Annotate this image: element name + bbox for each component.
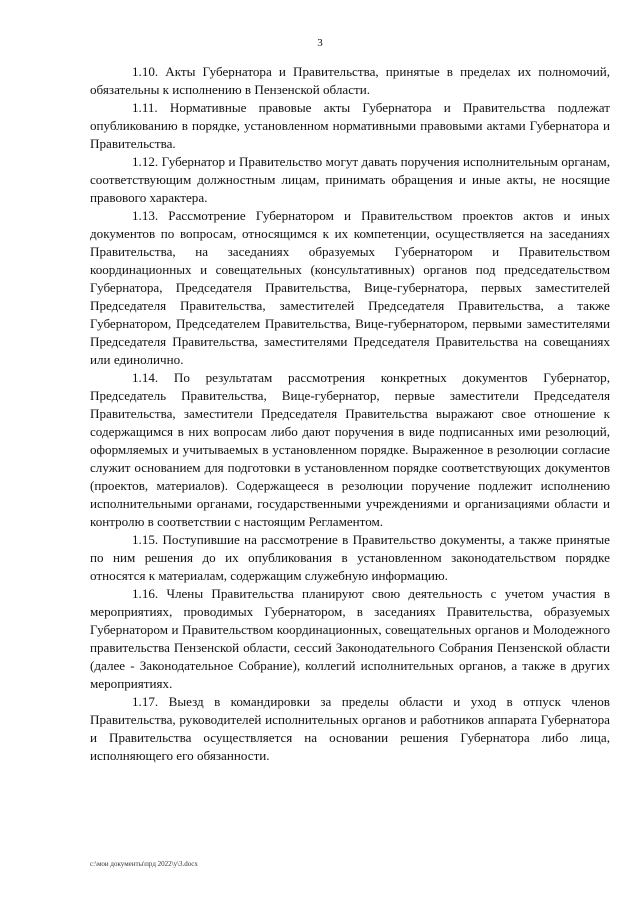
footer-file-path: c:\мои документы\прд 2022\у\3.docx	[90, 860, 198, 868]
paragraph-1-17: 1.17. Выезд в командировки за пределы области и уход в отпуск членов Правительства, руководителей исполнительных органов и работников аппарата Губернатора и Правительства осуществляется на основании решения Губернатора либо лица, исполняющего его обязанности.	[90, 694, 610, 763]
paragraph-1-14: 1.14. По результатам рассмотрения конкретных документов Губернатор, Председатель Правительства, Вице-губернатор, первые заместители Председателя Правительства, заместители Председателя Правительства выражают свое отношение к содержащимся в них вопросам либо дают поручения в виде подписанных ими резолюций, оформляемых и учитываемых в установленном порядке. Выраженное в резолюции согласие служит основанием для подготовки в установленном порядке соответствующих документов (проектов, материалов). Содержащееся в резолюции поручение подлежит исполнению исполнительными органами, государственными учреждениями и организациями области и контролю в соответствии с настоящим Регламентом.	[90, 370, 610, 529]
paragraph-1-13: 1.13. Рассмотрение Губернатором и Правительством проектов актов и иных документов по вопросам, относящимся к их компетенции, осуществляется на заседаниях Правительства, на заседаниях образуемых Губернатором и Правительством координационных и совещательных (консультативных) органов под председательством Губернатора, Председателя Правительства, Вице-губернатора, первых заместителей Председателя Правительства, заместителей Председателя Правительства, а также Губернатором, Председателем Правительства, Вице-губернатором, первыми заместителями Председателя Правительства, заместителями Председателя Правительства на совещаниях или единолично.	[90, 208, 610, 367]
page-number: 3	[317, 37, 323, 49]
paragraph-1-15: 1.15. Поступившие на рассмотрение в Правительство документы, а также принятые по ним решения до их опубликования в установленном законодательством порядке относятся к материалам, содержащим служебную информацию.	[90, 532, 610, 583]
document-body	[90, 63, 610, 765]
paragraph-1-12: 1.12. Губернатор и Правительство могут давать поручения исполнительным органам, соответствующим должностным лицам, принимать обращения и иные акты, не носящие правового характера.	[90, 154, 610, 205]
paragraph-1-16: 1.16. Члены Правительства планируют свою деятельность с учетом участия в мероприятиях, проводимых Губернатором, в заседаниях Правительства, образуемых Губернатором и Правительством координационных, совещательных органов и Молодежного правительства Пензенской области, сессий Законодательного Собрания Пензенской области (далее - Законодательное Собрание), коллегий исполнительных органов, а также в других мероприятиях.	[90, 586, 610, 691]
paragraph-1-10: 1.10. Акты Губернатора и Правительства, принятые в пределах их полномочий, обязательны к исполнению в Пензенской области.	[90, 64, 610, 97]
paragraph-1-11: 1.11. Нормативные правовые акты Губернатора и Правительства подлежат опубликованию в порядке, установленном нормативными правовыми актами Губернатора и Правительства.	[90, 100, 610, 151]
